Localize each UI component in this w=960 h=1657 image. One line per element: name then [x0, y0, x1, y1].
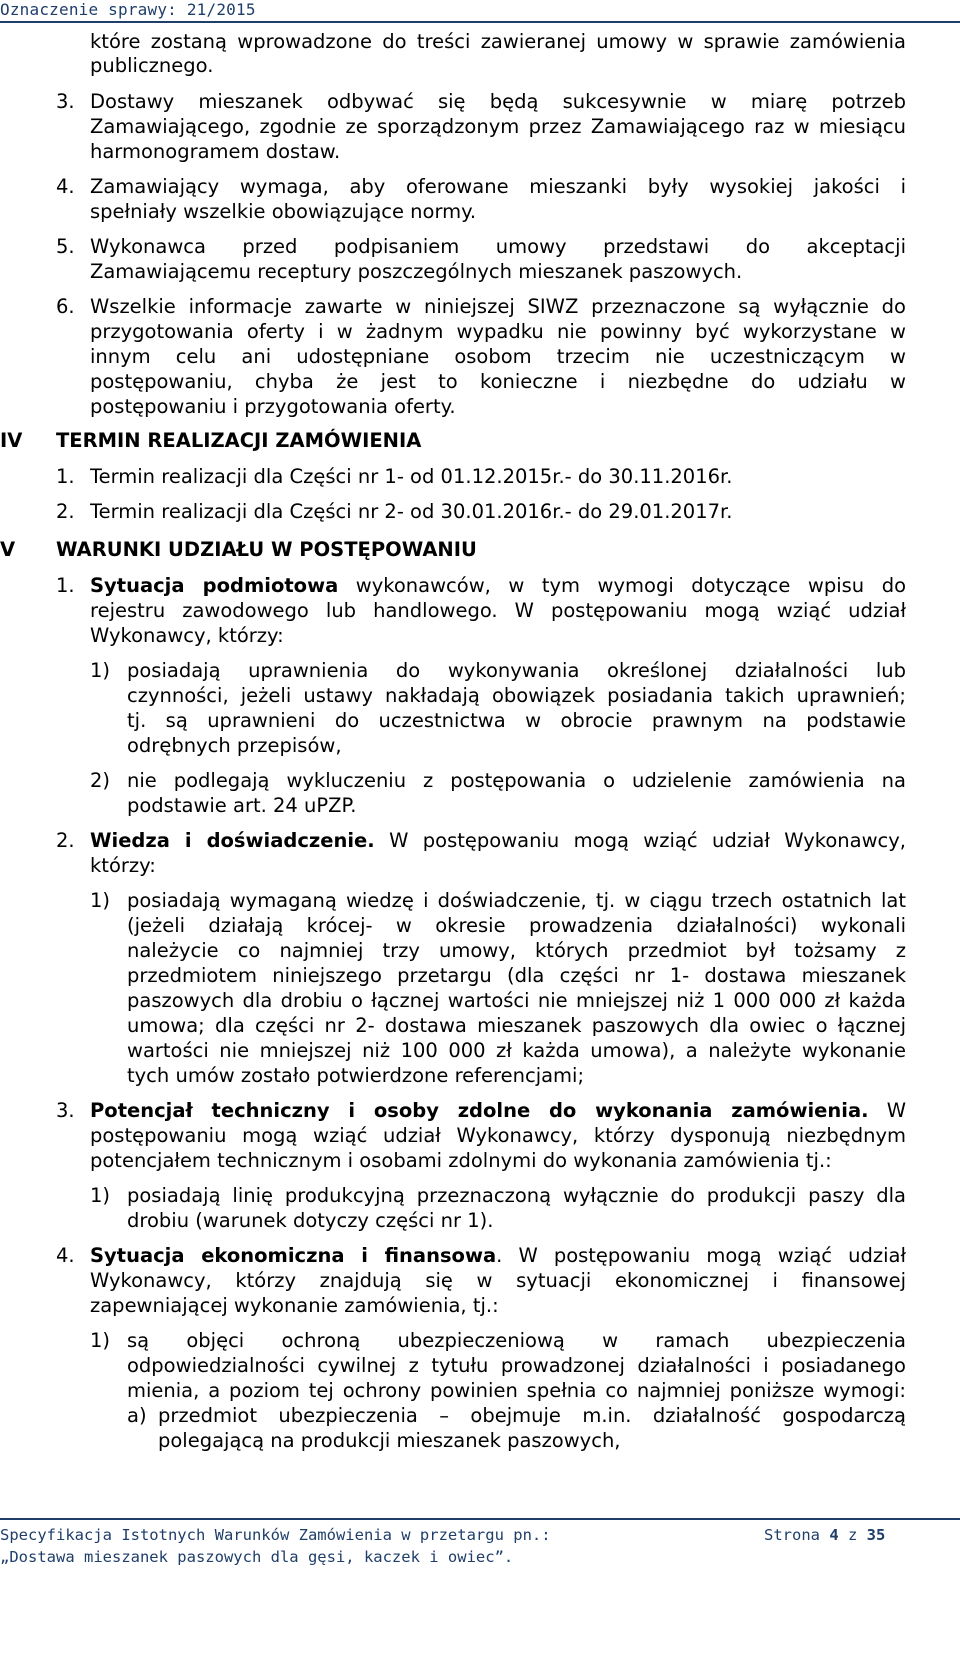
- body-line: Wszelkie informacje zawarte w niniejszej SIWZ przeznaczone są wyłącznie do: [90, 295, 906, 318]
- body-line: Zamawiającemu receptury poszczególnych mieszanek paszowych.: [90, 260, 743, 283]
- footer-rule: [0, 1518, 960, 1520]
- page-number: [764, 1524, 885, 1546]
- sub-number: 1): [90, 1329, 111, 1352]
- body-line: podstawie art. 24 uPZP.: [127, 794, 357, 817]
- page-mid: z: [838, 1526, 867, 1544]
- body-line: Wykonawca przed podpisaniem umowy przedstawi do akceptacji: [90, 235, 906, 258]
- body-line: rejestru zawodowego lub handlowego. W postępowaniu mogą wziąć udział: [90, 599, 906, 622]
- body-line: spełniały wszelkie obowiązujące normy.: [90, 200, 477, 223]
- body-line: odrębnych przepisów,: [127, 734, 342, 757]
- body-text: W: [868, 1099, 906, 1122]
- body-line: harmonogramem dostaw.: [90, 140, 341, 163]
- body-line: postępowaniu i przygotowania oferty.: [90, 395, 456, 418]
- body-line: tj. są uprawnieni do uczestnictwa w obrocie prawnym na podstawie: [127, 709, 906, 732]
- body-line: [90, 828, 906, 853]
- body-line: polegającą na produkcji mieszanek paszowych,: [158, 1429, 621, 1452]
- body-line: (jeżeli działają krócej- w okresie prowadzenia działalności) wykonali: [127, 914, 906, 937]
- body-line: Wykonawcy, którzy:: [90, 624, 284, 647]
- sub-number: 1): [90, 659, 111, 682]
- body-line: przedmiotem niniejszego przetargu (dla części nr 1- dostawa mieszanek: [127, 964, 906, 987]
- sub-number: 2): [90, 769, 111, 792]
- body-line: potencjałem technicznym i osobami zdolnymi do wykonania zamówienia tj.:: [90, 1149, 832, 1172]
- body-line: publicznego.: [90, 54, 214, 77]
- list-number: 3.: [56, 1099, 75, 1122]
- body-line: posiadają wymaganą wiedzę i doświadczenie, tj. w ciągu trzech ostatnich lat: [127, 889, 906, 912]
- list-number: 2.: [56, 829, 75, 852]
- sub-number: 1): [90, 1184, 111, 1207]
- body-line: drobiu (warunek dotyczy części nr 1).: [127, 1209, 494, 1232]
- body-line: mienia, a poziom tej ochrony powinien spełnia co najmniej poniższe wymogi:: [127, 1379, 906, 1402]
- section-title: TERMIN REALIZACJI ZAMÓWIENIA: [56, 429, 422, 452]
- body-line: umowa; dla części nr 2- dostawa mieszanek paszowych dla owiec o łącznej: [127, 1014, 906, 1037]
- body-text: . W postępowaniu mogą wziąć udział: [496, 1244, 906, 1267]
- condition-heading: Sytuacja podmiotowa: [90, 574, 339, 597]
- footer-tender-name: „Dostawa mieszanek paszowych dla gęsi, kaczek i owiec”.: [0, 1548, 514, 1566]
- header-rule: [0, 21, 960, 23]
- body-line: posiadają uprawnienia do wykonywania określonej działalności lub: [127, 659, 906, 682]
- body-line: zapewniającej wykonanie zamówienia, tj.:: [90, 1294, 499, 1317]
- section-title: WARUNKI UDZIAŁU W POSTĘPOWANIU: [56, 538, 477, 561]
- body-text: W postępowaniu mogą wziąć udział Wykonawcy,: [374, 829, 906, 852]
- list-number: 6.: [56, 295, 75, 318]
- page-total: 35: [866, 1526, 886, 1544]
- list-number: 1.: [56, 465, 75, 488]
- body-line: posiadają linię produkcyjną przeznaczoną wyłącznie do produkcji paszy dla: [127, 1184, 906, 1207]
- body-line: innym celu ani udostępniane osobom trzecim nie uczestniczącym w: [90, 345, 906, 368]
- body-line: tych umów zostało potwierdzone referencjami;: [127, 1064, 585, 1087]
- section-number: IV: [0, 429, 23, 452]
- list-number: 5.: [56, 235, 75, 258]
- body-line: czynności, jeżeli ustawy nakładają obowiązek posiadania takich uprawnień;: [127, 684, 906, 707]
- body-line: Zamawiającego, zgodnie ze sporządzonym przez Zamawiającego raz w miesiącu: [90, 115, 906, 138]
- body-line: którzy:: [90, 854, 156, 877]
- case-number-header: Oznaczenie sprawy: 21/2015: [0, 0, 256, 19]
- list-number: 4.: [56, 1244, 75, 1267]
- body-line: przedmiot ubezpieczenia – obejmuje m.in. działalność gospodarczą: [158, 1404, 906, 1427]
- body-line: odpowiedzialności cywilnej z tytułu prowadzonej działalności i posiadanego: [127, 1354, 906, 1377]
- body-line: postępowaniu, chyba że jest to konieczne i niezbędne do udziału w: [90, 370, 906, 393]
- list-number: 4.: [56, 175, 75, 198]
- body-line: które zostaną wprowadzone do treści zawieranej umowy w sprawie zamówienia: [90, 30, 906, 53]
- section-number: V: [0, 538, 16, 561]
- body-line: Zamawiający wymaga, aby oferowane mieszanki były wysokiej jakości i: [90, 175, 906, 198]
- page-current: 4: [829, 1526, 839, 1544]
- body-line: są objęci ochroną ubezpieczeniową w ramach ubezpieczenia: [127, 1329, 906, 1352]
- body-line: nie podlegają wykluczeniu z postępowania o udzielenie zamówienia na: [127, 769, 906, 792]
- body-line: należycie co najmniej trzy umowy, których przedmiot był tożsamy z: [127, 939, 906, 962]
- condition-heading: Sytuacja ekonomiczna i finansowa: [90, 1244, 497, 1267]
- footer-spec-title: Specyfikacja Istotnych Warunków Zamówienia w przetargu pn.:: [0, 1526, 551, 1544]
- body-line: postępowaniu mogą wziąć udział Wykonawcy, którzy dysponują niezbędnym: [90, 1124, 906, 1147]
- body-line: wartości nie mniejszej niż 100 000 zł każda umowa), a należyte wykonanie: [127, 1039, 906, 1062]
- body-text: wykonawców, w tym wymogi dotyczące wpisu do: [338, 574, 906, 597]
- condition-heading: Wiedza i doświadczenie.: [90, 829, 375, 852]
- sub-letter: a): [127, 1404, 147, 1427]
- list-number: 3.: [56, 90, 75, 113]
- body-line: Wykonawcy, którzy znajdują się w sytuacji ekonomicznej i finansowej: [90, 1269, 906, 1292]
- list-number: 2.: [56, 500, 75, 523]
- body-line: Termin realizacji dla Części nr 1- od 01.12.2015r.- do 30.11.2016r.: [90, 465, 733, 488]
- body-line: [90, 1243, 906, 1268]
- body-line: [90, 1098, 906, 1123]
- body-line: Dostawy mieszanek odbywać się będą sukcesywnie w miarę potrzeb: [90, 90, 906, 113]
- body-line: paszowych dla drobiu o łącznej wartości nie mniejszej niż 1 000 000 zł każda: [127, 989, 906, 1012]
- page-prefix: Strona: [764, 1526, 830, 1544]
- list-number: 1.: [56, 574, 75, 597]
- body-line: [90, 573, 906, 598]
- sub-number: 1): [90, 889, 111, 912]
- body-line: Termin realizacji dla Części nr 2- od 30.01.2016r.- do 29.01.2017r.: [90, 500, 733, 523]
- body-line: przygotowania oferty i w żadnym wypadku nie powinny być wykorzystane w: [90, 320, 906, 343]
- condition-heading: Potencjał techniczny i osoby zdolne do wykonania zamówienia.: [90, 1099, 869, 1122]
